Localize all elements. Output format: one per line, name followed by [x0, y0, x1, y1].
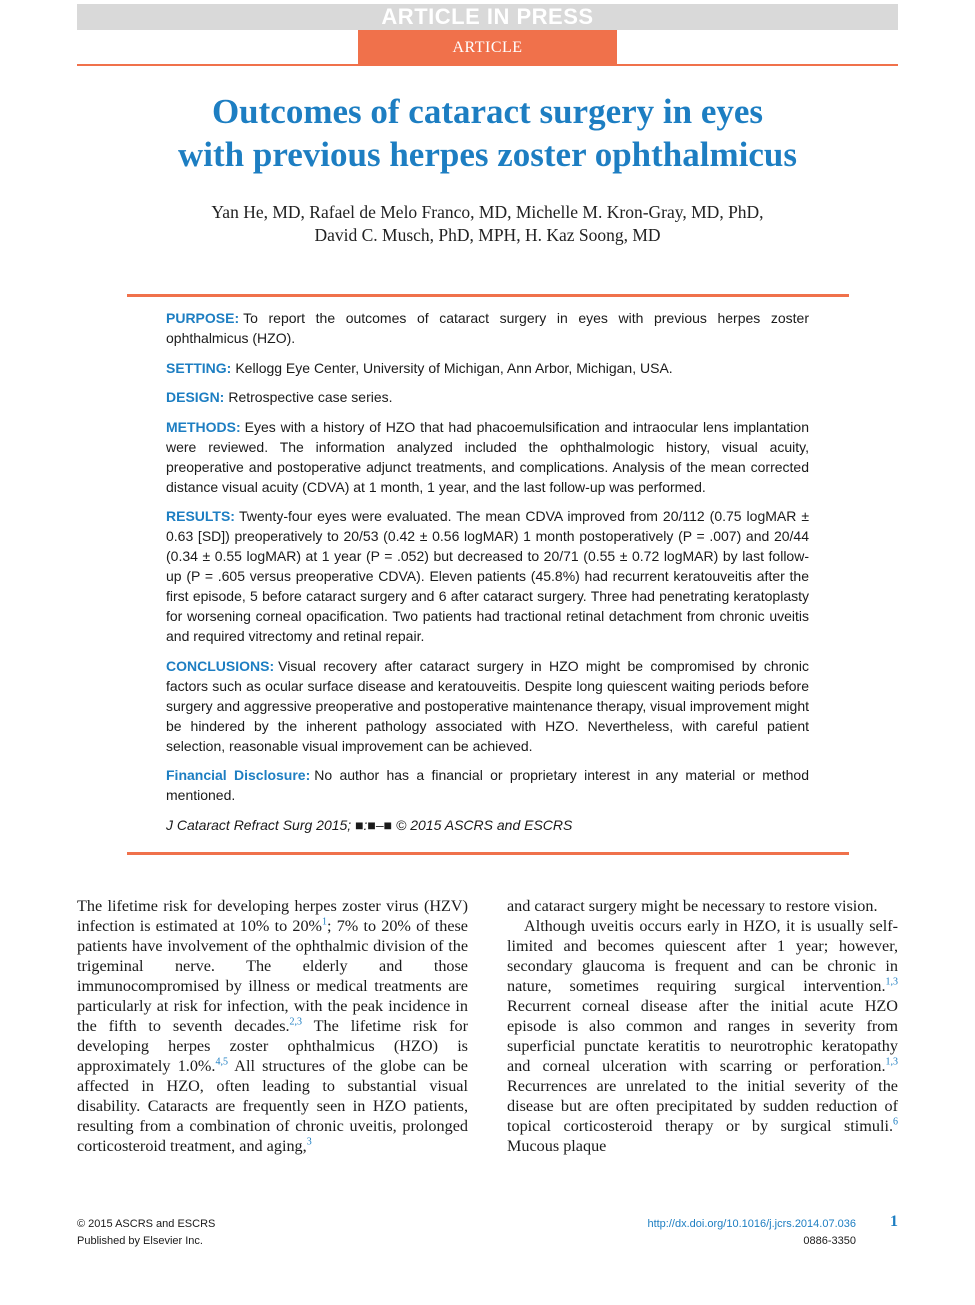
body-text: The lifetime risk for developing herpes zoster ophthalmicus (HZO) is approximately 1.0%. — [77, 1017, 468, 1075]
section-label: ARTICLE — [452, 39, 523, 56]
disclosure-text: No author has a financial or proprietary interest in any material or method mentioned. — [166, 767, 809, 803]
results-label: RESULTS: — [166, 508, 235, 524]
authors-line-2: David C. Musch, PhD, MPH, H. Kaz Soong, MD — [314, 225, 661, 245]
body-paragraph — [77, 896, 468, 1156]
reference-link[interactable]: 1,3 — [885, 1056, 898, 1068]
doi-link[interactable]: http://dx.doi.org/10.1016/j.jcrs.2014.07.036 — [647, 1218, 856, 1230]
title-line-1: Outcomes of cataract surgery in eyes — [211, 92, 764, 131]
author-list — [77, 201, 898, 247]
abstract-purpose — [166, 308, 809, 348]
copyright-text: © 2015 ASCRS and ESCRS — [77, 1218, 216, 1230]
publisher-text: Published by Elsevier Inc. — [77, 1235, 203, 1247]
setting-text: Kellogg Eye Center, University of Michigan, Ann Arbor, Michigan, USA. — [235, 359, 673, 376]
article-title — [77, 90, 898, 176]
banner-text: ARTICLE IN PRESS — [381, 4, 594, 29]
abstract-financial-disclosure — [166, 765, 809, 805]
abstract-top-divider — [127, 294, 849, 297]
body-text: Recurrences are unrelated to the initial severity of the disease but are often precipitated by sudden reduction of topical corticosteroid therapy or by surgical stimuli. — [507, 1077, 898, 1135]
design-label: DESIGN: — [166, 389, 225, 405]
setting-label: SETTING: — [166, 359, 232, 376]
abstract — [166, 308, 809, 844]
body-text: ; 7% to 20% of these patients have involvement of the ophthalmic division of the trigeminal nerve. The elderly and those immunocompromised by illness or medical treatments are particularly at risk for infection, with the peak incidence in the fifth to seventh decades. — [77, 917, 468, 1035]
reference-link[interactable]: 1,3 — [885, 976, 898, 988]
abstract-bottom-divider — [127, 852, 849, 855]
reference-link[interactable]: 2,3 — [289, 1016, 303, 1028]
body-text: Mucous plaque — [507, 1137, 607, 1155]
reference-link[interactable]: 4,5 — [215, 1056, 228, 1068]
body-paragraph — [507, 916, 898, 1156]
authors-line-1: Yan He, MD, Rafael de Melo Franco, MD, Michelle M. Kron-Gray, MD, PhD, — [211, 202, 764, 222]
reference-link[interactable]: 1 — [322, 916, 328, 928]
body-text: Although uveitis occurs early in HZO, it is usually self-limited and becomes quiescent after 1 year; however, secondary glaucoma is frequent and can be chronic in nature, sometimes requiring surgical intervention. — [507, 917, 898, 995]
page-number: 1 — [890, 1213, 898, 1230]
purpose-label: PURPOSE: — [166, 310, 240, 326]
journal-citation: J Cataract Refract Surg 2015; ■:■–■ © 2015 ASCRS and ESCRS — [166, 816, 573, 833]
reference-link[interactable]: 6 — [893, 1116, 898, 1128]
abstract-design — [166, 387, 809, 407]
body-text: The lifetime risk for developing herpes zoster virus (HZV) infection is estimated at 10% to 20% — [77, 897, 468, 935]
reference-link[interactable]: 3 — [306, 1136, 312, 1148]
section-tab — [358, 30, 617, 64]
abstract-methods — [166, 417, 809, 497]
issn-text: 0886-3350 — [803, 1235, 856, 1247]
results-text: Twenty-four eyes were evaluated. The mean CDVA improved from 20/112 (0.75 logMAR ± 0.63 [SD]) preoperatively to 20/53 (0.42 ± 0.56 logMAR) 1 month postoperatively (P = .007) and 20/44 (0.34 ± 0.55 logMAR) at 1 year (P = .052) but decreased to 20/71 (0.55 ± 0.72 logMAR) by last follow-up (P = .605 versus preoperative CDVA). Eleven patients (45.8%) had recurrent keratouveitis after the first episode, 5 before cataract surgery and 6 after cataract surgery. Three had penetrating keratoplasty for worsening corneal opacification. Two patients had tractional retinal detachment from chronic uveitis and required vitrectomy and retinal repair. — [166, 508, 809, 644]
purpose-text: To report the outcomes of cataract surgery in eyes with previous herpes zoster ophthalmicus (HZO). — [166, 310, 809, 346]
body-text: Recurrent corneal disease after the initial acute HZO episode is also common and ranges in severity from superficial punctate keratitis to neurotrophic keratopathy and corneal ulceration with scarring or perforation. — [507, 997, 898, 1075]
methods-label: METHODS: — [166, 418, 241, 435]
footer-left — [77, 1216, 215, 1250]
body-paragraph: and cataract surgery might be necessary to restore vision. — [507, 897, 878, 915]
header-divider — [77, 64, 898, 66]
design-text: Retrospective case series. — [228, 389, 393, 405]
methods-text: Eyes with a history of HZO that had phacoemulsification and intraocular lens implantation were reviewed. The information analyzed included the ophthalmologic history, visual acuity, preoperative and postoperative adjunct treatments, and complications. Analysis of the mean corrected distance visual acuity (CDVA) at 1 month, 1 year, and the last follow-up was performed. — [166, 418, 809, 495]
abstract-setting — [166, 358, 809, 378]
article-in-press-banner — [77, 4, 898, 30]
body-column-right — [507, 896, 898, 1156]
conclusions-label: CONCLUSIONS: — [166, 657, 275, 674]
abstract-conclusions — [166, 656, 809, 756]
title-line-2: with previous herpes zoster ophthalmicus — [177, 135, 797, 174]
conclusions-text: Visual recovery after cataract surgery in HZO might be compromised by chronic factors such as ocular surface disease and keratouveitis. Despite long quiescent waiting periods before surgery and aggressive preoperative and postoperative maintenance therapy, visual improvement might be hindered by the inherent pathology associated with HZO. Nevertheless, with careful patient selection, reasonable visual improvement can be achieved. — [166, 657, 809, 754]
body-column-left — [77, 896, 468, 1156]
footer-right — [647, 1216, 898, 1250]
disclosure-label: Financial Disclosure: — [166, 767, 311, 783]
body-text: All structures of the globe can be affected in HZO, often leading to substantial visual disability. Cataracts are frequently seen in HZO patients, resulting from a combination of chronic uveitis, prolonged corticosteroid treatment, and aging, — [77, 1057, 468, 1155]
abstract-results — [166, 506, 809, 646]
